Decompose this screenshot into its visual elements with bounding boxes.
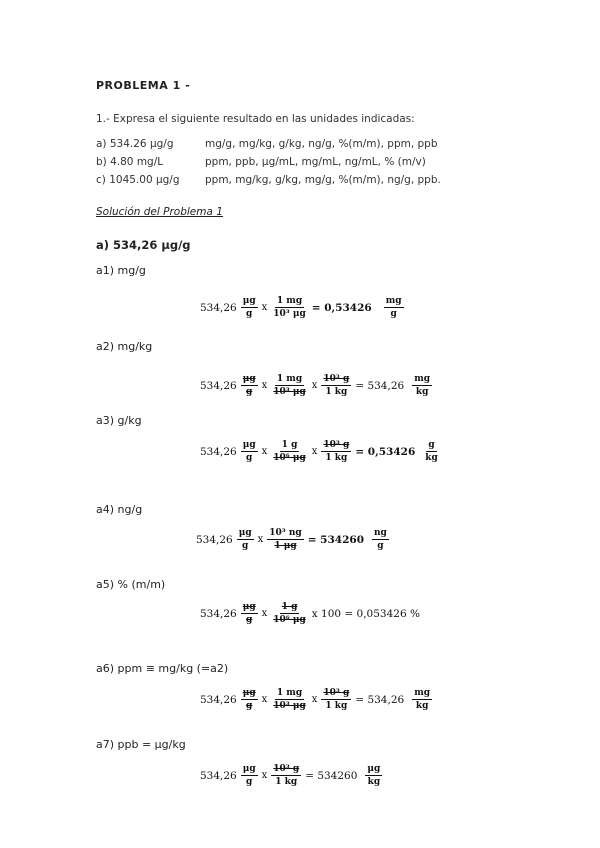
fraction: $\frac{\mu g}{g}$ — [242, 764, 256, 787]
eq-result: = 0,53426 — [355, 445, 416, 458]
eq-extra: x 100 = 0,053426 % — [311, 607, 420, 620]
fraction: $\frac{mg}{g}$ — [385, 296, 402, 319]
item-a-label: a) 534.26 μg/g — [96, 138, 174, 150]
item-c-units: ppm, mg/kg, g/kg, mg/g, %(m/m), ng/g, ppb. — [205, 174, 441, 186]
eq-value: 534,26 — [200, 445, 237, 458]
fraction: $\frac{1 g}{\text{10⁶ μg}}$ — [273, 602, 306, 625]
fraction: $\frac{1 mg}{\text{10³ μg}}$ — [273, 296, 306, 319]
subpart-a4-label: a4) ng/g — [96, 503, 143, 516]
eq-result: = 0,53426 — [311, 301, 372, 314]
problem-statement: 1.- Expresa el siguiente resultado en las unidades indicadas: — [96, 113, 415, 125]
fraction: $\frac{mg}{kg}$ — [414, 688, 431, 711]
equation-a4: 534,26 $\frac{\mu g}{g}$ x $\frac{\text{10³ ng}}{1 \mu g}$ = 534260 $\frac{ng}{g}$ — [196, 528, 387, 551]
fraction: $\frac{ng}{g}$ — [374, 528, 387, 551]
subpart-a6-label: a6) ppm ≡ mg/kg (=a2) — [96, 662, 229, 675]
eq-value: 534,26 — [196, 533, 233, 546]
equation-a5: 534,26 $\frac{\mu g}{g}$ x $\frac{1 g}{\text{10⁶ μg}}$ x 100 = 0,053426 % — [200, 602, 420, 625]
eq-value: 534,26 — [200, 693, 237, 706]
item-a-units: mg/g, mg/kg, g/kg, ng/g, %(m/m), ppm, ppb — [205, 138, 438, 150]
eq-value: 534,26 — [200, 301, 237, 314]
fraction: $\frac{\text{10³ ng}}{1 \mu g}$ — [269, 528, 302, 551]
equation-a3: 534,26 $\frac{\mu g}{g}$ x $\frac{1 g}{\text{10⁶ μg}}$ x $\frac{\text{10³ g}}{1 kg}$ = 0,53426 $\frac{g}{kg}$ — [200, 440, 438, 463]
equation-a6: 534,26 $\frac{\mu g}{g}$ x $\frac{1 mg}{\text{10³ μg}}$ x $\frac{\text{10³ g}}{1 kg}$ = 534,26 $\frac{mg}{kg}$ — [200, 688, 431, 711]
item-b-units: ppm, ppb, μg/mL, mg/mL, ng/mL, % (m/v) — [205, 156, 426, 168]
subpart-a3-label: a3) g/kg — [96, 414, 142, 427]
fraction: $\frac{\mu g}{g}$ — [242, 296, 256, 319]
eq-result: = 534260 — [307, 533, 365, 546]
fraction: $\frac{\mu g}{g}$ — [242, 688, 256, 711]
eq-value: 534,26 — [200, 769, 237, 782]
subpart-a5-label: a5) % (m/m) — [96, 578, 166, 591]
item-c-label: c) 1045.00 μg/g — [96, 174, 180, 186]
eq-value: 534,26 — [200, 379, 237, 392]
problem-title: PROBLEMA 1 - — [96, 79, 191, 92]
subpart-a2-label: a2) mg/kg — [96, 340, 153, 353]
subpart-a7-label: a7) ppb = μg/kg — [96, 738, 186, 751]
part-a-heading: a) 534,26 μg/g — [96, 238, 191, 252]
fraction: $\frac{\text{10³ g}}{1 kg}$ — [323, 440, 350, 463]
fraction: $\frac{1 mg}{\text{10³ μg}}$ — [273, 374, 306, 397]
eq-result: = 534,26 — [355, 693, 405, 706]
eq-value: 534,26 — [200, 607, 237, 620]
subpart-a1-label: a1) mg/g — [96, 264, 146, 277]
equation-a7: 534,26 $\frac{\mu g}{g}$ x $\frac{\text{10³ g}}{1 kg}$ = 534260 $\frac{\mu g}{kg}$ — [200, 764, 381, 787]
fraction: $\frac{\text{10³ g}}{1 kg}$ — [323, 688, 350, 711]
fraction: $\frac{1 g}{\text{10⁶ μg}}$ — [273, 440, 306, 463]
solution-heading: Solución del Problema 1 — [96, 206, 223, 218]
fraction: $\frac{g}{kg}$ — [425, 440, 438, 463]
equation-a1: 534,26 $\frac{\mu g}{g}$ x $\frac{1 mg}{\text{10³ μg}}$ = 0,53426 $\frac{mg}{g}$ — [200, 296, 402, 319]
fraction: $\frac{1 mg}{\text{10³ μg}}$ — [273, 688, 306, 711]
eq-result: = 534,26 — [355, 379, 405, 392]
fraction: $\frac{\mu g}{kg}$ — [367, 764, 381, 787]
equation-a2: 534,26 $\frac{\mu g}{g}$ x $\frac{1 mg}{\text{10³ μg}}$ x $\frac{\text{10³ g}}{1 kg}$ = 534,26 $\frac{mg}{kg}$ — [200, 374, 431, 397]
fraction: $\frac{\mu g}{g}$ — [242, 602, 256, 625]
fraction: $\frac{mg}{kg}$ — [414, 374, 431, 397]
fraction: $\frac{\text{10³ g}}{1 kg}$ — [323, 374, 350, 397]
item-b-label: b) 4.80 mg/L — [96, 156, 164, 168]
fraction: $\frac{\mu g}{g}$ — [242, 374, 256, 397]
fraction: $\frac{\mu g}{g}$ — [242, 440, 256, 463]
fraction: $\frac{\mu g}{g}$ — [238, 528, 252, 551]
fraction: $\frac{\text{10³ g}}{1 kg}$ — [273, 764, 300, 787]
eq-result: = 534260 — [305, 769, 358, 782]
